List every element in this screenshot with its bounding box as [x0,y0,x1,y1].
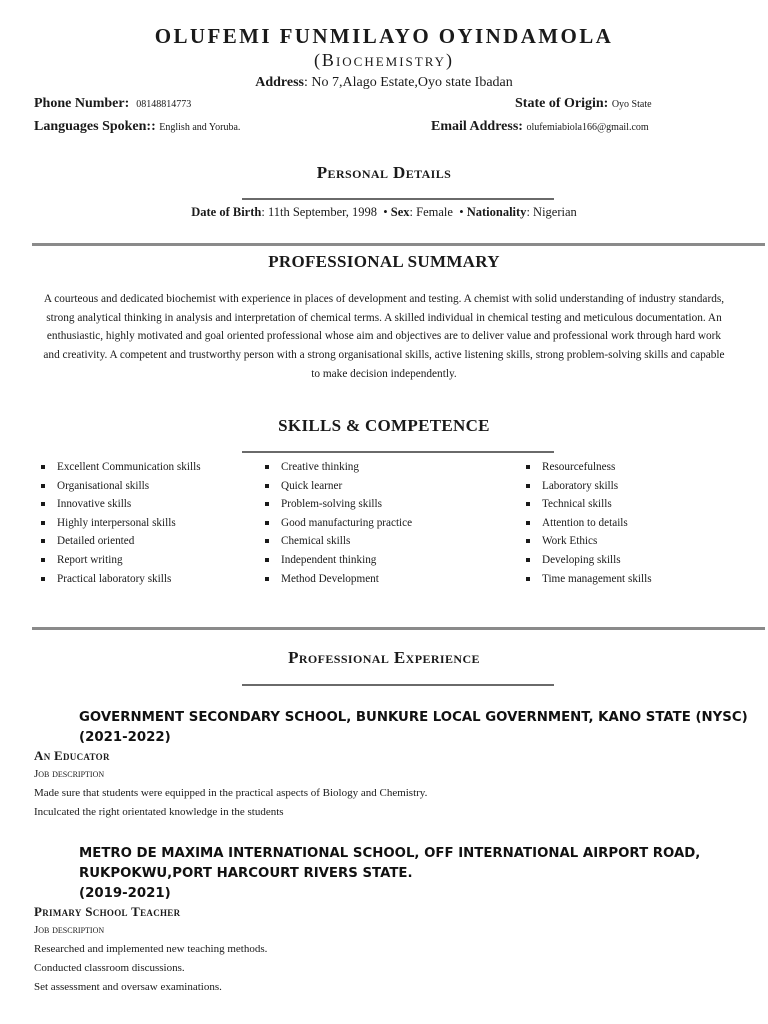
bullet-separator: • [383,205,388,219]
phone-line [34,96,191,112]
bullet-icon [265,577,269,581]
skill-label: Quick learner [281,479,343,492]
address-value: : No 7,Alago Estate,Oyo state Ibadan [303,75,513,90]
skill-item [41,477,201,496]
job-description-label: Job description [34,924,105,936]
skill-label: Independent thinking [281,553,377,566]
professional-summary-text: A courteous and dedicated biochemist with experience in places of development and testing. A chemist with solid understanding of industry standards, strong analytical thinking in analysis and interpretation of chemical terms. A skilled individual in chemical testing and meticulous documentation. An enthusiastic, highly motivated and goal oriented professional whose aim and objectives are to deliver value and professional work through hard work and creativity. A competent and trustworthy person with a strong organisational skills, active listening skills, strong problem-solving skills and capable to make decision independently. [43,293,725,380]
skills-heading: SKILLS & COMPETENCE [278,416,490,435]
skill-item [526,532,652,551]
skill-item [526,570,652,589]
professional-experience-heading: Professional Experience [288,648,480,667]
skill-label: Organisational skills [57,479,150,492]
section-divider [32,627,765,630]
email-label: Email Address: [431,119,523,134]
section-divider [32,243,765,246]
skill-item [265,458,412,477]
skill-item [526,477,652,496]
skill-item [526,495,652,514]
job-organization [79,708,748,748]
bullet-separator: • [459,205,464,219]
address-label: Address [255,75,304,90]
skill-item [265,477,412,496]
personal-details-heading: Personal Details [316,163,452,182]
skill-item [41,551,201,570]
bullet-icon [41,558,45,562]
job-role: An Educator [34,748,110,763]
skill-item [265,495,412,514]
bullet-icon [526,465,530,469]
skill-item [265,514,412,533]
skills-column-3 [526,458,652,588]
bullet-icon [265,465,269,469]
skill-label: Laboratory skills [542,479,619,492]
skill-item [526,458,652,477]
bullet-icon [41,484,45,488]
bullet-icon [41,465,45,469]
skill-label: Innovative skills [57,498,132,511]
nationality-value: : Nigerian [526,205,577,219]
phone-label: Phone Number: [34,96,130,111]
bullet-icon [265,502,269,506]
skill-label: Report writing [57,553,123,566]
job-duty: Conducted classroom discussions. [34,962,185,974]
job-organization [79,844,700,904]
bullet-icon [41,502,45,506]
skill-item [526,514,652,533]
origin-line [515,96,652,112]
professional-summary-heading: PROFESSIONAL SUMMARY [268,252,500,271]
bullet-icon [41,521,45,525]
bullet-icon [526,521,530,525]
skill-label: Good manufacturing practice [281,516,413,529]
skill-label: Method Development [281,572,379,585]
job-description-label: Job description [34,768,105,780]
org-line: METRO DE MAXIMA INTERNATIONAL SCHOOL, OFF INTERNATIONAL AIRPORT ROAD, [79,846,701,861]
skill-item [41,514,201,533]
skill-item [41,458,201,477]
job-duty: Researched and implemented new teaching methods. [34,943,268,955]
phone-value: 08148814773 [136,99,192,110]
address-line [0,75,768,91]
personal-details-line [0,205,768,220]
job-duty: Set assessment and oversaw examinations. [34,981,222,993]
candidate-department: (Biochemistry) [313,50,455,70]
origin-value: Oyo State [611,99,652,110]
skill-label: Resourcefulness [542,461,616,473]
sex-label: Sex [390,205,410,219]
skill-item [41,532,201,551]
skills-divider [242,451,554,453]
skill-label: Work Ethics [542,535,598,548]
skill-item [526,551,652,570]
origin-label: State of Origin: [515,96,609,111]
skill-label: Developing skills [542,553,621,566]
org-line: GOVERNMENT SECONDARY SCHOOL, BUNKURE LOCAL GOVERNMENT, KANO STATE (NYSC) [79,710,748,725]
skill-label: Detailed oriented [57,535,135,548]
email-line [431,119,649,135]
bullet-icon [526,558,530,562]
skill-label: Practical laboratory skills [57,572,172,585]
bullet-icon [265,539,269,543]
bullet-icon [41,539,45,543]
personal-details-divider [242,198,554,200]
skill-item [265,570,412,589]
dob-label: Date of Birth [191,205,262,219]
bullet-icon [265,521,269,525]
skill-item [41,495,201,514]
job-duty: Inculcated the right orientated knowledge in the students [34,806,284,818]
bullet-icon [41,577,45,581]
skill-item [265,551,412,570]
skill-item [41,570,201,589]
bullet-icon [526,539,530,543]
candidate-name: OLUFEMI FUNMILAYO OYINDAMOLA [154,24,614,48]
job-role: Primary School Teacher [34,904,181,919]
bullet-icon [265,484,269,488]
skill-label: Attention to details [542,516,628,529]
bullet-icon [526,502,530,506]
skills-column-2 [265,458,412,588]
sex-value: : Female [409,205,453,219]
skill-label: Technical skills [542,498,612,511]
experience-divider [242,684,554,686]
skill-label: Excellent Communication skills [57,461,201,473]
bullet-icon [526,577,530,581]
languages-label: Languages Spoken:: [34,119,156,134]
skill-label: Time management skills [542,572,652,585]
skills-column-1 [41,458,201,588]
bullet-icon [265,558,269,562]
dob-value: : 11th September, 1998 [261,205,378,219]
email-value: olufemiabiola166@gmail.com [526,122,649,133]
skill-label: Highly interpersonal skills [57,516,176,529]
nationality-label: Nationality [466,205,527,219]
languages-line [34,119,240,135]
languages-value: English and Yoruba. [159,122,241,133]
org-line: RUKPOKWU,PORT HARCOURT RIVERS STATE. [79,866,413,881]
skill-label: Chemical skills [281,535,351,548]
bullet-icon [526,484,530,488]
org-line: (2021-2022) [79,730,171,745]
org-line: (2019-2021) [79,886,171,901]
job-duty: Made sure that students were equipped in the practical aspects of Biology and Chemistry. [34,787,428,799]
skill-item [265,532,412,551]
skill-label: Creative thinking [281,461,359,473]
skill-label: Problem-solving skills [281,498,383,511]
